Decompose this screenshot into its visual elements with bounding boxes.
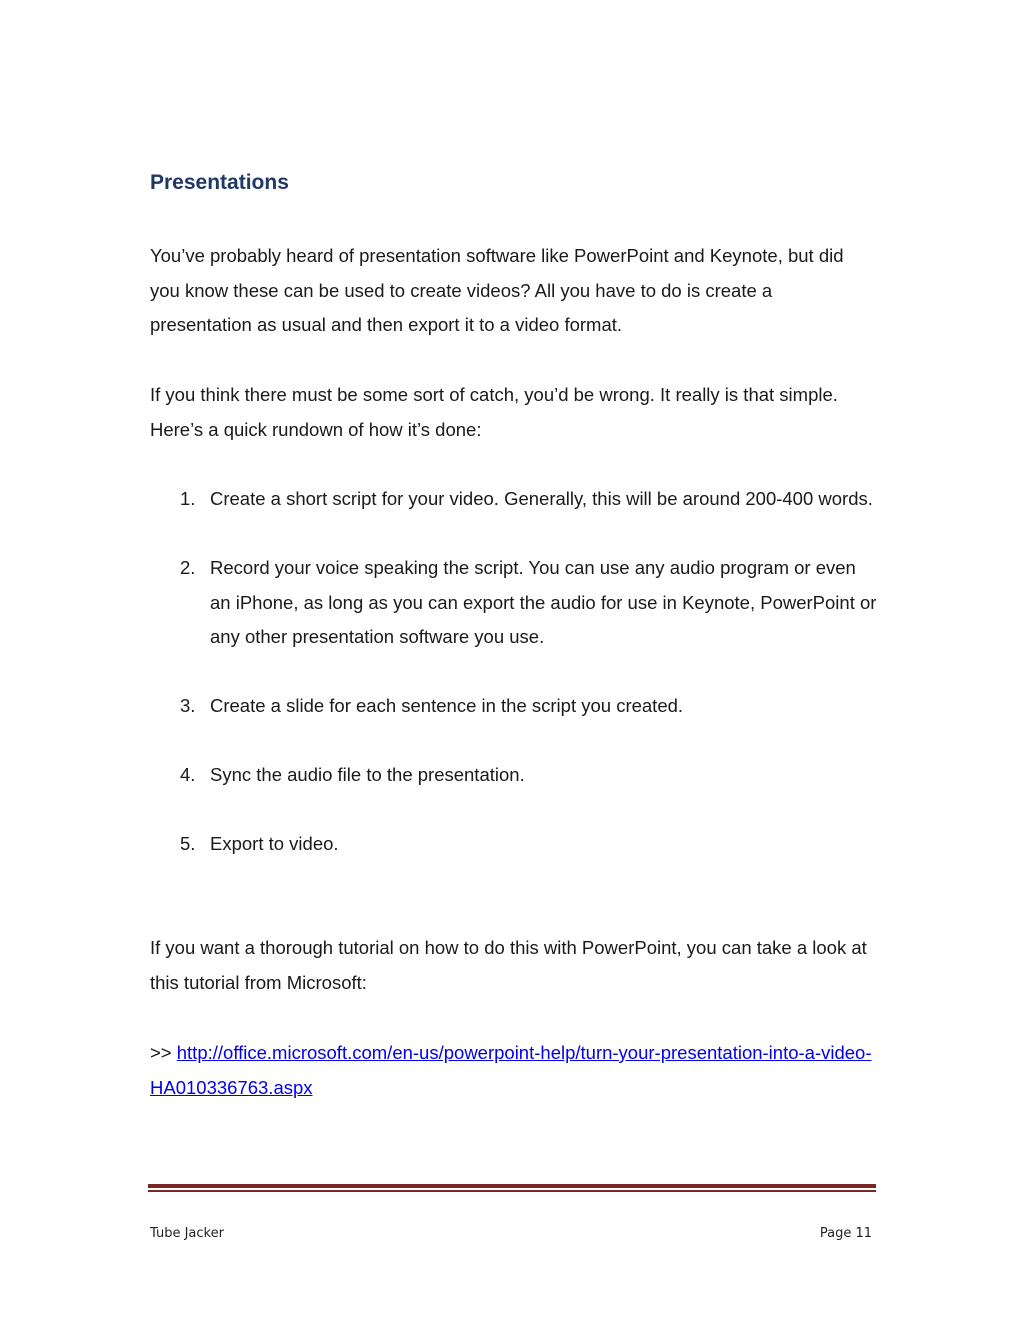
list-item-number: 5. — [180, 833, 196, 854]
page-number: Page 11 — [819, 1226, 872, 1241]
tutorial-paragraph: If you want a thorough tutorial on how to do this with PowerPoint, you can take a look at this tutorial from Microsoft: — [150, 937, 867, 993]
list-item-text: Create a short script for your video. Generally, this will be around 200-400 words. — [210, 488, 873, 509]
link-prefix: >> — [150, 1042, 177, 1063]
footer-divider-thin — [148, 1190, 876, 1192]
list-item-text: Record your voice speaking the script. You can use any audio program or even an iPhone, as long as you can export the audio for use in Keynote, PowerPoint or any other presentation software you use. — [210, 557, 877, 647]
list-item — [150, 551, 878, 655]
catch-paragraph: If you think there must be some sort of catch, you’d be wrong. It really is that simple. Here’s a quick rundown of how it’s done: — [150, 384, 838, 440]
microsoft-tutorial-link[interactable]: http://office.microsoft.com/en-us/powerpoint-help/turn-your-presentation-into-a-video-HA010336763.aspx — [150, 1042, 872, 1098]
footer-divider-thick — [148, 1184, 876, 1188]
list-item-number: 2. — [180, 557, 196, 578]
list-item — [150, 482, 878, 517]
list-item-text: Sync the audio file to the presentation. — [210, 764, 525, 785]
list-item — [150, 689, 878, 724]
list-item-number: 4. — [180, 764, 196, 785]
list-item-text: Export to video. — [210, 833, 339, 854]
list-item-text: Create a slide for each sentence in the script you created. — [210, 695, 684, 716]
footer-title: Tube Jacker — [150, 1226, 224, 1241]
list-item-number: 3. — [180, 695, 196, 716]
link-paragraph — [150, 1036, 878, 1105]
intro-paragraph: You’ve probably heard of presentation software like PowerPoint and Keynote, but did you know these can be used to create videos? All you have to do is create a presentation as usual and then export it to a video format. — [150, 245, 844, 335]
list-item — [150, 758, 878, 793]
steps-list — [150, 482, 878, 896]
section-heading: Presentations — [150, 171, 289, 194]
list-item-number: 1. — [180, 488, 196, 509]
list-item — [150, 827, 878, 862]
